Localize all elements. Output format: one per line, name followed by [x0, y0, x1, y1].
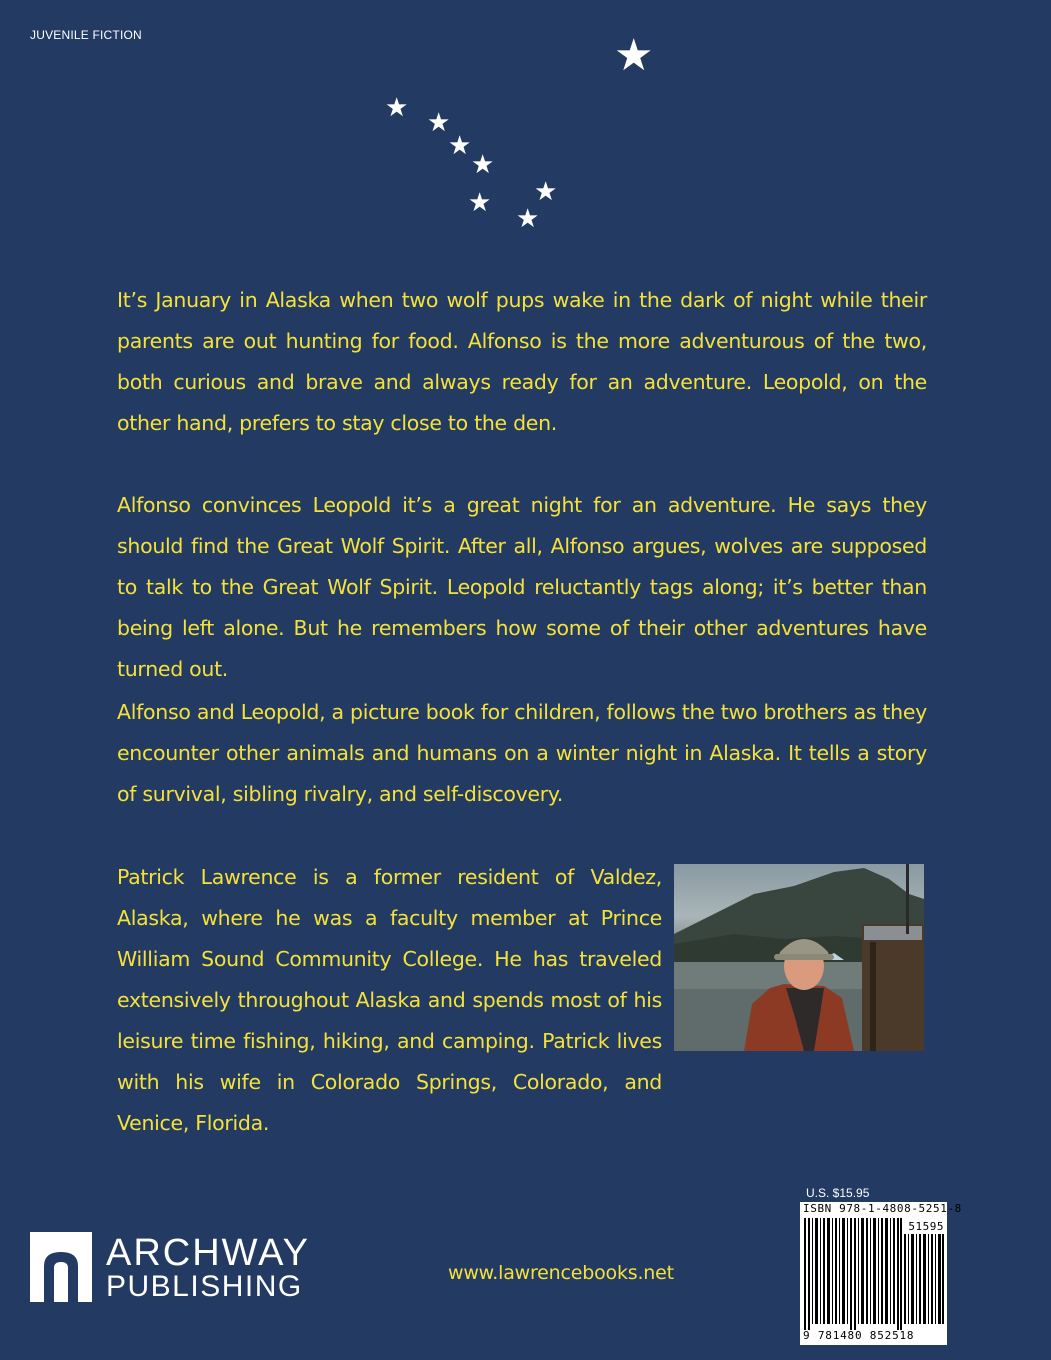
publisher-logo: [30, 1232, 360, 1304]
ean-digits: 9 781480 852518: [803, 1329, 915, 1342]
publisher-name-line1: ARCHWAY: [106, 1232, 310, 1274]
star-icon: ★: [448, 131, 472, 161]
star-icon: ★: [385, 93, 409, 123]
isbn-barcode: [800, 1202, 962, 1345]
website-link[interactable]: www.lawrencebooks.net: [448, 1262, 674, 1284]
publisher-name-line2: PUBLISHING: [106, 1270, 303, 1303]
genre-label: JUVENILE FICTION: [30, 28, 142, 42]
author-bio: Patrick Lawrence is a former resident of Valdez, Alaska, where he was a faculty member at Prince William Sound Community College. He has traveled extensively throughout Alaska and spends most of his leisure time fishing, hiking, and camping. Patrick lives with his wife in Colorado Springs, Colorado, and Venice, Florida.: [117, 865, 662, 1135]
price-label: U.S. $15.95: [806, 1186, 870, 1200]
blurb-paragraph-3: Alfonso and Leopold, a picture book for children, follows the two brothers as they encounter other animals and humans on a winter night in Alaska. It tells a story of survival, sibling rivalry, and self-discovery.: [117, 700, 927, 806]
author-photo: [674, 864, 924, 1051]
blurb-paragraph-2: Alfonso convinces Leopold it’s a great night for an adventure. He says they should find the Great Wolf Spirit. After all, Alfonso argues, wolves are supposed to talk to the Great Wolf Spirit. Leopold reluctantly tags along; it’s better than being left alone. But he remembers how some of their other adventures have turned out.: [117, 493, 927, 681]
star-icon: ★: [534, 177, 558, 207]
star-icon: ★: [614, 30, 654, 81]
star-icon: ★: [471, 150, 495, 180]
archway-logo-icon: [30, 1232, 92, 1302]
blurb-paragraph-1: It’s January in Alaska when two wolf pups wake in the dark of night while their parents are out hunting for food. Alfonso is the more adventurous of the two, both curious and brave and always ready for an adventure. Leopold, on the other hand, prefers to stay close to the den.: [117, 288, 927, 435]
star-icon: ★: [516, 204, 540, 234]
star-icon: ★: [427, 108, 451, 138]
star-icon: ★: [468, 188, 492, 218]
addon-code: 51595: [908, 1220, 944, 1233]
barcode-bars-icon: [804, 1218, 902, 1330]
isbn-number: ISBN 978-1-4808-5251-8: [803, 1202, 962, 1215]
addon-barcode-bars-icon: [904, 1234, 944, 1324]
